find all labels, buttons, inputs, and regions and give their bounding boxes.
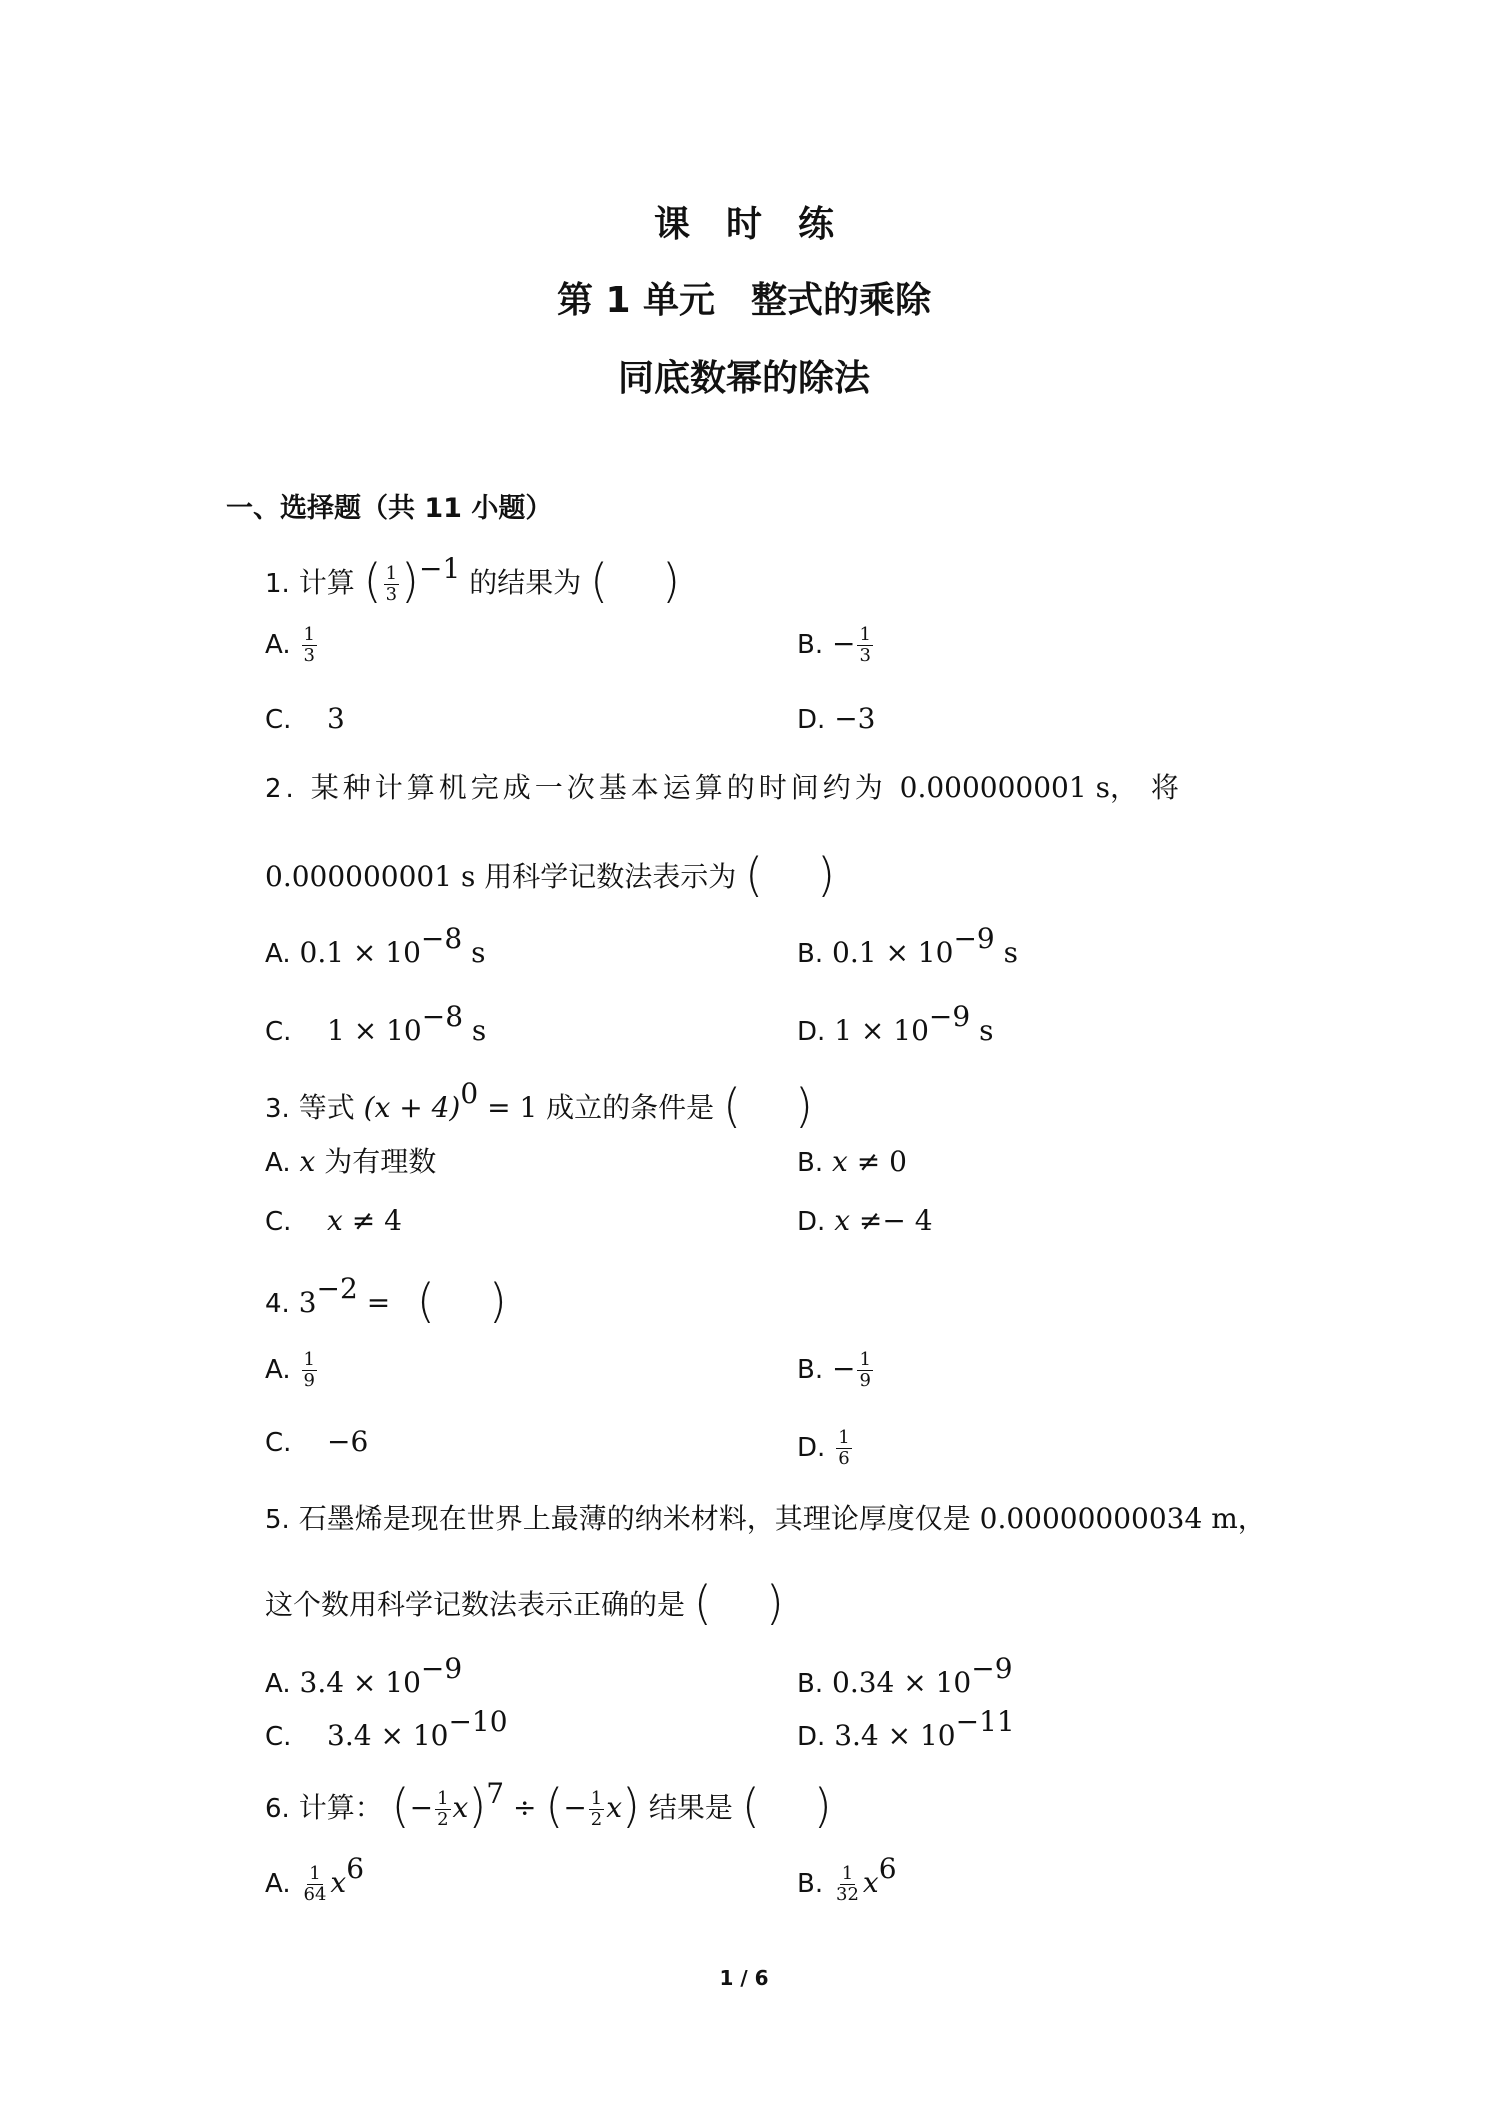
option-4c: C. −6 [265,1425,369,1458]
option-6a: A. $\frac{1}{64}$ $x^6$ [265,1852,365,1905]
option-3a: A. x 为有理数 [265,1145,437,1178]
question-5-line1: 5. 石墨烯是现在世界上最薄的纳米材料，其理论厚度仅是 0.00000000034 m， [265,1502,1266,1535]
option-1d: D. −3 [797,702,876,735]
option-1a: A. $\frac{1}{3}$ [265,624,315,666]
lesson-title: 同底数幂的除法 [617,358,870,399]
section-heading: 一、选择题（共 11 小题） [226,493,553,524]
doc-title: 课 时 练 [653,204,834,245]
option-5d: D. $3.4 \times 10^{-11}$ [797,1705,1015,1752]
option-5a: A. $3.4 \times 10^{-9}$ [265,1652,463,1699]
question-1: 1. 计算 ( $\frac{1}{3}$ )$^{-1}$ 的结果为 ( ) [265,552,681,608]
option-2b: B. $0.1 \times 10^{-9}$ s [797,922,1018,969]
option-2d: D. $1 \times 10^{-9}$ s [797,1000,994,1047]
option-6b: B. $\frac{1}{32}$ $x^6$ [797,1852,897,1905]
option-3d: D. x ≠− 4 [797,1204,933,1237]
option-1b: B. − $\frac{1}{3}$ [797,624,871,666]
unit-title: 第 1 单元 整式的乘除 [556,280,932,321]
question-4: 4. $3^{-2}$ = ( ) [265,1272,507,1328]
page-number: 1 / 6 [719,1966,769,1990]
option-2a: A. $0.1 \times 10^{-8}$ s [265,922,486,969]
option-5c: C. $3.4 \times 10^{-10}$ [265,1705,508,1752]
option-2c: C. $1 \times 10^{-8}$ s [265,1000,487,1047]
question-6: 6. 计算： (− $\frac{1}{2}$ x)$^7$ ÷ (− $\frac{1}{2}$ x) 结果是 ( ) [265,1777,832,1833]
option-5b: B. $0.34 \times 10^{-9}$ [797,1652,1013,1699]
question-2-line1: 2. 某种计算机完成一次基本运算的时间约为 0.000000001 s， 将 [265,771,1183,804]
option-4d: D. $\frac{1}{6}$ [797,1427,850,1469]
question-5-line2: 这个数用科学记数法表示正确的是 ( ) [265,1576,784,1630]
question-3: 3. 等式 $(x + 4)^0 = 1$ 成立的条件是 ( ) [265,1077,813,1133]
option-4b: B. − $\frac{1}{9}$ [797,1349,871,1391]
option-1c: C. 3 [265,702,345,735]
option-3c: C. x ≠ 4 [265,1204,402,1237]
question-2-line2: 0.000000001 s 用科学记数法表示为 ( ) [265,848,836,902]
option-3b: B. x ≠ 0 [797,1145,907,1178]
option-4a: A. $\frac{1}{9}$ [265,1349,315,1391]
